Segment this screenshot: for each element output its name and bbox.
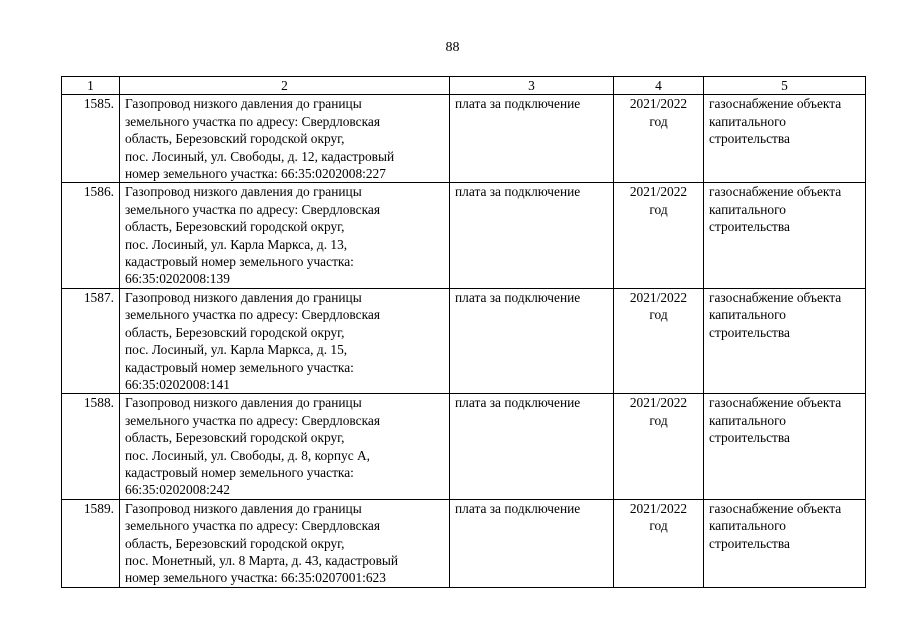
object-description-line: 66:35:0202008:242 — [125, 482, 230, 498]
purpose — [704, 288, 866, 393]
object-description-line: земельного участка по адресу: Свердловская — [125, 412, 380, 428]
period-line: 2021/2022 — [629, 289, 688, 305]
object-description-line: пос. Лосиный, ул. Карла Маркса, д. 13, — [125, 236, 348, 252]
table-body — [62, 95, 866, 587]
period-line: год — [649, 518, 668, 534]
object-description-line: кадастровый номер земельного участка: — [125, 464, 354, 480]
purpose-line: капитального — [709, 412, 786, 428]
object-description-line: кадастровый номер земельного участка: — [125, 359, 354, 375]
header-col-4: 4 — [614, 77, 704, 95]
row-number: 1585. — [62, 95, 120, 183]
page-number: 88 — [445, 40, 460, 55]
fee-type: плата за подключение — [450, 288, 614, 393]
period-line: год — [649, 307, 668, 323]
purpose-line: капитального — [709, 113, 786, 129]
object-description-line: земельного участка по адресу: Свердловская — [125, 201, 380, 217]
purpose-line: строительства — [709, 430, 790, 446]
object-description-line: кадастровый номер земельного участка: — [125, 254, 354, 270]
object-description — [120, 394, 450, 499]
purpose-line: газоснабжение объекта — [709, 289, 842, 305]
purpose-line: газоснабжение объекта — [709, 184, 842, 200]
row-number: 1587. — [62, 288, 120, 393]
period — [614, 499, 704, 587]
object-description-line: Газопровод низкого давления до границы — [125, 96, 362, 112]
object-description-line: номер земельного участка: 66:35:0207001:623 — [125, 570, 386, 586]
purpose-line: капитального — [709, 307, 786, 323]
period-line: 2021/2022 — [629, 184, 688, 200]
registry-table — [61, 76, 866, 588]
object-description — [120, 288, 450, 393]
purpose — [704, 394, 866, 499]
period-line: 2021/2022 — [629, 500, 688, 516]
object-description-line: область, Березовский городской округ, — [125, 131, 345, 147]
period — [614, 288, 704, 393]
table-row — [62, 288, 866, 393]
table-row — [62, 183, 866, 288]
header-col-2: 2 — [120, 77, 450, 95]
object-description-line: земельного участка по адресу: Свердловская — [125, 307, 380, 323]
object-description-line: Газопровод низкого давления до границы — [125, 395, 362, 411]
row-number: 1588. — [62, 394, 120, 499]
object-description-line: 66:35:0202008:139 — [125, 271, 230, 287]
header-col-3: 3 — [450, 77, 614, 95]
purpose-line: газоснабжение объекта — [709, 500, 842, 516]
object-description-line: область, Березовский городской округ, — [125, 430, 345, 446]
period — [614, 394, 704, 499]
purpose-line: капитального — [709, 201, 786, 217]
purpose-line: капитального — [709, 518, 786, 534]
purpose — [704, 183, 866, 288]
object-description-line: пос. Лосиный, ул. Свободы, д. 8, корпус А, — [125, 447, 370, 463]
object-description-line: земельного участка по адресу: Свердловская — [125, 518, 380, 534]
row-number: 1586. — [62, 183, 120, 288]
purpose — [704, 95, 866, 183]
period — [614, 95, 704, 183]
purpose — [704, 499, 866, 587]
table-row — [62, 95, 866, 183]
object-description-line: область, Березовский городской округ, — [125, 324, 345, 340]
row-number: 1589. — [62, 499, 120, 587]
purpose-line: газоснабжение объекта — [709, 96, 842, 112]
object-description-line: номер земельного участка: 66:35:0202008:227 — [125, 166, 386, 182]
object-description-line: пос. Лосиный, ул. Свободы, д. 12, кадастровый — [125, 148, 395, 164]
period-line: 2021/2022 — [629, 395, 688, 411]
object-description-line: область, Березовский городской округ, — [125, 219, 345, 235]
purpose-line: газоснабжение объекта — [709, 395, 842, 411]
object-description-line: 66:35:0202008:141 — [125, 376, 230, 392]
object-description-line: область, Березовский городской округ, — [125, 535, 345, 551]
header-col-5: 5 — [704, 77, 866, 95]
object-description — [120, 499, 450, 587]
object-description-line: пос. Монетный, ул. 8 Марта, д. 43, кадастровый — [125, 552, 399, 568]
object-description-line: пос. Лосиный, ул. Карла Маркса, д. 15, — [125, 342, 348, 358]
object-description-line: Газопровод низкого давления до границы — [125, 500, 362, 516]
fee-type: плата за подключение — [450, 394, 614, 499]
purpose-line: строительства — [709, 219, 790, 235]
object-description — [120, 95, 450, 183]
period-line: год — [649, 201, 668, 217]
object-description-line: земельного участка по адресу: Свердловская — [125, 113, 380, 129]
fee-type: плата за подключение — [450, 499, 614, 587]
fee-type: плата за подключение — [450, 183, 614, 288]
header-col-1: 1 — [62, 77, 120, 95]
purpose-line: строительства — [709, 535, 790, 551]
purpose-line: строительства — [709, 131, 790, 147]
header-row — [62, 77, 866, 95]
period — [614, 183, 704, 288]
period-line: год — [649, 412, 668, 428]
object-description-line: Газопровод низкого давления до границы — [125, 289, 362, 305]
fee-type: плата за подключение — [450, 95, 614, 183]
table-row — [62, 499, 866, 587]
table-row — [62, 394, 866, 499]
purpose-line: строительства — [709, 324, 790, 340]
period-line: 2021/2022 — [629, 96, 688, 112]
object-description — [120, 183, 450, 288]
object-description-line: Газопровод низкого давления до границы — [125, 184, 362, 200]
period-line: год — [649, 113, 668, 129]
